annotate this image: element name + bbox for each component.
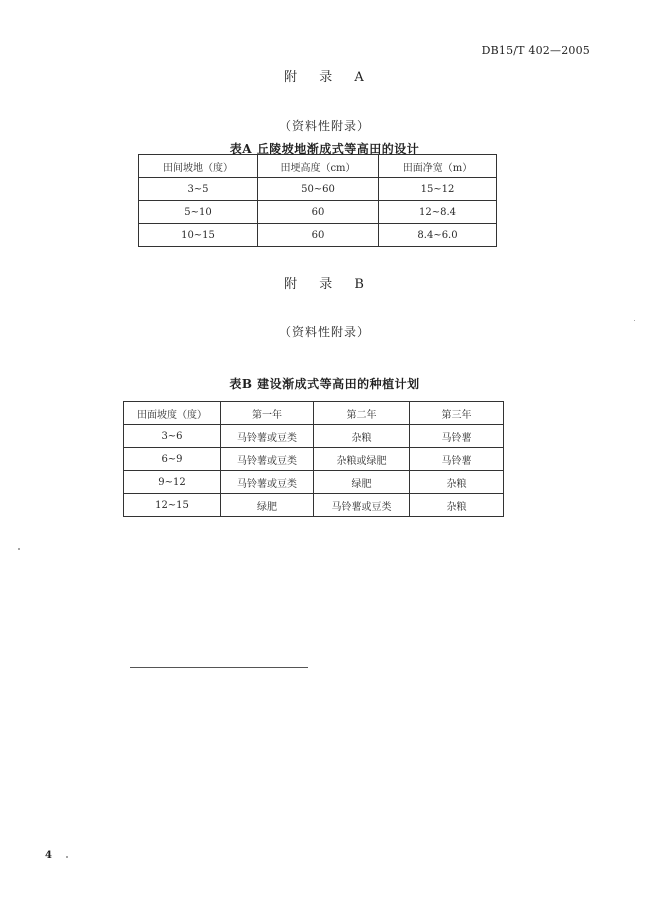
table-cell: 8.4~6.0	[379, 224, 497, 247]
table-cell: 马铃薯	[410, 448, 504, 471]
table-b-header-cell: 第二年	[314, 402, 410, 425]
appendix-b-subtitle: （资料性附录）	[278, 325, 370, 339]
table-b-header-cell: 第一年	[221, 402, 314, 425]
table-a-header-cell: 田面净宽（m）	[379, 155, 497, 178]
table-cell: 杂粮	[410, 471, 504, 494]
scan-speck	[66, 856, 68, 858]
table-cell: 9~12	[124, 471, 221, 494]
table-cell: 绿肥	[314, 471, 410, 494]
table-a-header-cell: 田埂高度（cm）	[258, 155, 379, 178]
table-row	[139, 224, 497, 247]
table-row	[124, 448, 504, 471]
table-cell: 马铃薯或豆类	[221, 448, 314, 471]
appendix-a-subtitle: （资料性附录）	[278, 119, 370, 133]
table-cell: 马铃薯或豆类	[221, 471, 314, 494]
table-cell: 50~60	[258, 178, 379, 201]
footnote-divider	[130, 667, 308, 668]
table-cell: 马铃薯或豆类	[314, 494, 410, 517]
table-b-header-row	[124, 402, 504, 425]
document-number: DB15/T 402—2005	[481, 44, 590, 57]
table-cell: 杂粮	[314, 425, 410, 448]
table-a-header-cell: 田间坡地（度）	[139, 155, 258, 178]
table-cell: 10~15	[139, 224, 258, 247]
table-cell: 杂粮	[410, 494, 504, 517]
page-number: 4	[45, 850, 52, 861]
table-row	[124, 494, 504, 517]
table-row	[124, 471, 504, 494]
table-cell: 12~8.4	[379, 201, 497, 224]
table-row	[124, 425, 504, 448]
appendix-b-title: 附 录 B	[284, 277, 373, 292]
table-a-header-row	[139, 155, 497, 178]
table-cell: 绿肥	[221, 494, 314, 517]
table-row	[139, 178, 497, 201]
table-cell: 马铃薯	[410, 425, 504, 448]
table-a	[138, 154, 497, 247]
table-cell: 3~6	[124, 425, 221, 448]
table-cell: 5~10	[139, 201, 258, 224]
table-row	[139, 201, 497, 224]
scan-speck	[18, 548, 20, 550]
table-cell: 6~9	[124, 448, 221, 471]
scan-speck	[634, 320, 635, 321]
appendix-a-title: 附 录 A	[284, 70, 373, 85]
table-b-caption: 表B 建设渐成式等高田的种植计划	[229, 377, 420, 391]
table-cell: 60	[258, 201, 379, 224]
table-b-header-cell: 第三年	[410, 402, 504, 425]
table-cell: 60	[258, 224, 379, 247]
table-b	[123, 401, 504, 517]
table-b-header-cell: 田面坡度（度）	[124, 402, 221, 425]
table-cell: 杂粮或绿肥	[314, 448, 410, 471]
table-a-caption: 表A 丘陵坡地渐成式等高田的设计	[229, 142, 420, 156]
table-cell: 3~5	[139, 178, 258, 201]
table-cell: 马铃薯或豆类	[221, 425, 314, 448]
table-cell: 15~12	[379, 178, 497, 201]
table-cell: 12~15	[124, 494, 221, 517]
